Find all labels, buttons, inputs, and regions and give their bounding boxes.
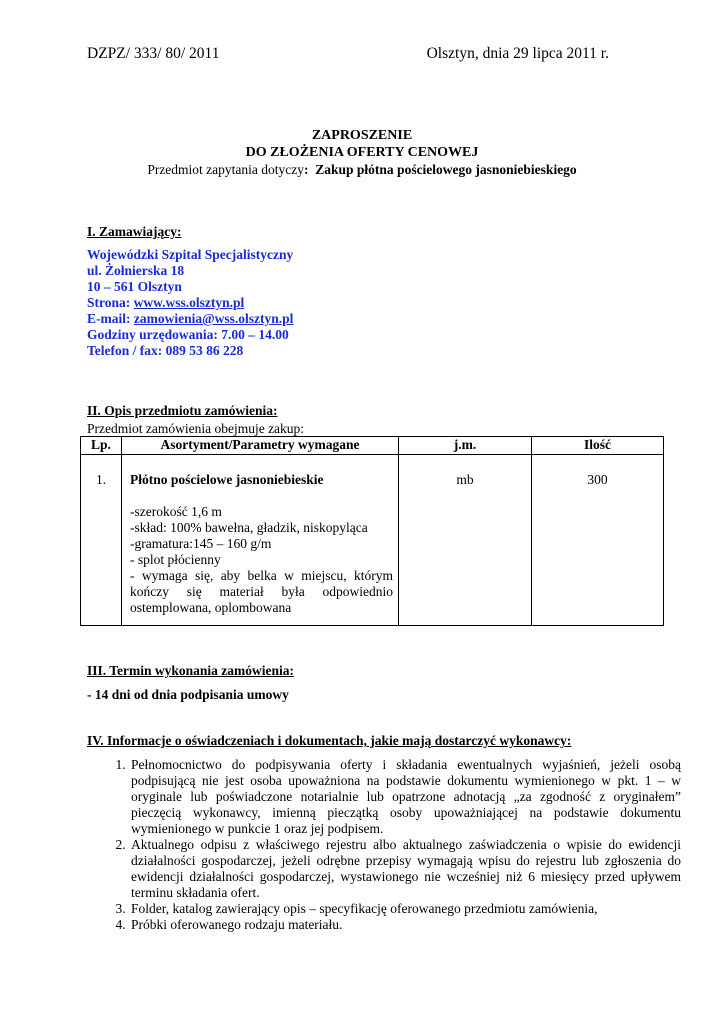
subject-line	[0, 162, 724, 178]
title-line-1: ZAPROSZENIE	[311, 128, 413, 143]
item-param: -gramatura:145 – 160 g/m	[130, 536, 272, 551]
list-item: 2. Aktualnego odpisu z właściwego rejestru albo aktualnego zaświadczenia o wpisie do ewidencji działalności gospodarczej, jeżeli odrębne przepisy wymagają wpisu do rejestru lub zgłoszenia do ewidencji działalności gospodarczej, wystawionego nie wcześniej niż 6 miesięcy przed upływem terminu składania ofert.	[129, 837, 681, 901]
title-line-2: DO ZŁOŻENIA OFERTY CENOWEJ	[245, 145, 479, 160]
email-link[interactable]: zamowienia@wss.olsztyn.pl	[133, 311, 294, 326]
table-header-row	[81, 437, 664, 455]
column-header-unit: j.m.	[399, 437, 532, 455]
website-label: Strona:	[87, 295, 134, 310]
section-documents-heading: IV. Informacje o oświadczeniach i dokumentach, jakie mają dostarczyć wykonawcy:	[87, 733, 572, 748]
item-param: kończy się materiał była odpowiednio	[130, 584, 393, 599]
item-desc-cell	[122, 455, 399, 626]
item-name: Płótno pościelowe jasnoniebieskie	[130, 472, 324, 487]
item-unit: mb	[456, 472, 474, 487]
place-date: Olsztyn, dnia 29 lipca 2011 r.	[426, 45, 609, 62]
item-param: - splot płócienny	[130, 552, 221, 567]
orderer-email-line	[87, 311, 293, 327]
orderer-website-line	[87, 295, 244, 311]
website-link[interactable]: www.wss.olsztyn.pl	[133, 295, 245, 310]
section-orderer-heading: I. Zamawiający:	[87, 224, 182, 239]
description-intro: Przedmiot zamówienia obejmuje zakup:	[87, 421, 305, 436]
list-item: 3. Folder, katalog zawierający opis – specyfikację oferowanego przedmiotu zamówienia,	[129, 901, 681, 917]
items-table	[80, 436, 664, 626]
item-param: -skład: 100% bawełna, gładzik, niskopyląca	[130, 520, 368, 535]
item-lp: 1.	[95, 472, 107, 487]
column-header-lp: Lp.	[81, 437, 122, 455]
item-unit-cell	[399, 455, 532, 626]
table-row	[81, 455, 664, 626]
item-quantity: 300	[587, 472, 608, 487]
item-qty-cell	[532, 455, 664, 626]
deadline-value: - 14 dni od dnia podpisania umowy	[87, 687, 289, 702]
item-param: ostemplowana, oplombowana	[130, 600, 292, 615]
column-header-quantity: Ilość	[532, 437, 664, 455]
orderer-hours: Godziny urzędowania: 7.00 – 14.00	[87, 327, 289, 342]
orderer-name: Wojewódzki Szpital Specjalistyczny	[87, 247, 294, 262]
item-param: -szerokość 1,6 m	[130, 504, 222, 519]
reference-number: DZPZ/ 333/ 80/ 2011	[87, 45, 220, 62]
orderer-street: ul. Żołnierska 18	[87, 263, 185, 278]
section-deadline-heading: III. Termin wykonania zamówienia:	[87, 663, 295, 678]
documents-list	[87, 757, 681, 933]
subject-value: Zakup płótna pościelowego jasnoniebieskiego	[315, 162, 577, 177]
list-item: 4. Próbki oferowanego rodzaju materiału.	[129, 917, 681, 933]
item-param: - wymaga się, aby belka w miejscu, którym	[130, 568, 393, 583]
list-item: 1. Pełnomocnictwo do podpisywania oferty i składania ewentualnych wyjaśnień, jeżeli osobą podpisującą nie jest osoba upoważniona na podstawie dokumentu wymienionego w pkt. 1 – w oryginale lub poświadczone notarialnie lub opatrzone adnotacją „za zgodność z oryginałem” pieczęcią wykonawcy, imienną pieczątką osoby upoważniającej na podstawie dokumentu wymienionego w punkcie 1 oraz jej podpisem.	[129, 757, 681, 837]
item-lp-cell	[81, 455, 122, 626]
orderer-city: 10 – 561 Olsztyn	[87, 279, 182, 294]
subject-label: Przedmiot zapytania dotyczy	[147, 162, 305, 177]
section-description-heading: II. Opis przedmiotu zamówienia:	[87, 403, 278, 418]
email-label: E-mail:	[87, 311, 134, 326]
orderer-phone: Telefon / fax: 089 53 86 228	[87, 343, 244, 358]
column-header-assortment: Asortyment/Parametry wymagane	[122, 437, 399, 455]
subject-colon: :	[304, 162, 309, 177]
